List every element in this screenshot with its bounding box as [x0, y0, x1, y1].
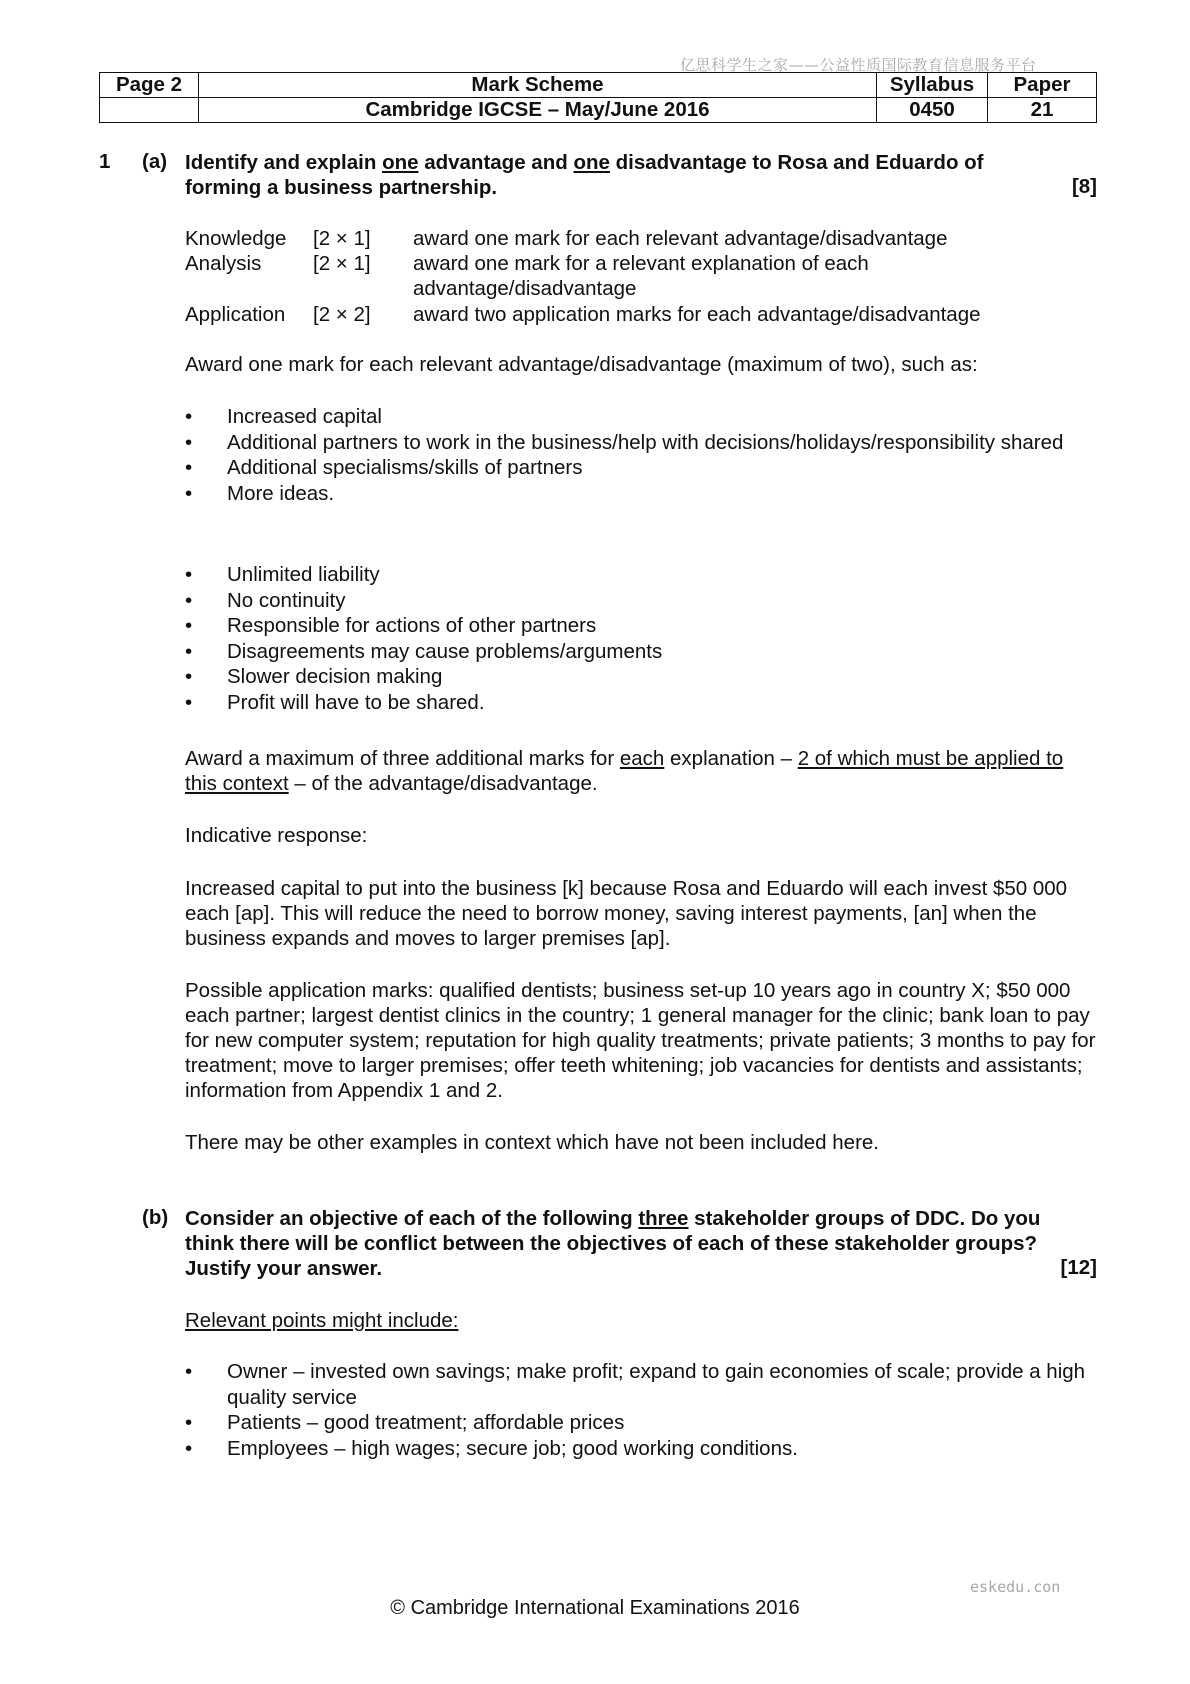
question-number: 1: [99, 150, 111, 173]
other-examples: There may be other examples in context which have not been included here.: [185, 1131, 879, 1154]
criterion-desc: award one mark for a relevant explanation of each advantage/disadvantage: [413, 252, 869, 300]
question-a-marks: [8]: [1071, 175, 1097, 198]
header-table: [99, 72, 1097, 123]
criterion-mark: [2 × 1]: [313, 227, 371, 250]
list-item: • Profit will have to be shared.: [185, 690, 485, 714]
list-item: • Disagreements may cause problems/arguments: [185, 639, 663, 663]
list-item: • Additional partners to work in the business/help with decisions/holidays/responsibility shared: [185, 430, 1064, 454]
criterion-name: Application: [185, 303, 286, 326]
application-marks: Possible application marks: qualified dentists; business set-up 10 years ago in country X; $50 000 each partner; largest dentist clinics in the country; 1 general manager for the clinic; bank loan to pay for new computer system; reputation for high quality treatments; private patients; 3 months to pay for treatment; move to larger premises; offer teeth whitening; job vacancies for dentists and assistants; information from Appendix 1 and 2.: [185, 979, 1096, 1102]
question-b-marks: [12]: [1060, 1256, 1097, 1279]
stakeholder-points-list: [185, 1359, 1097, 1461]
list-item: • Increased capital: [185, 405, 382, 428]
watermark-top: 亿思科学生之家——公益性质国际教育信息服务平台: [680, 56, 1037, 74]
advantages-list: [185, 404, 1097, 506]
criterion-name: Analysis: [185, 252, 262, 275]
criterion-name: Knowledge: [185, 227, 287, 250]
explanation-award: Award a maximum of three additional marks for each explanation – 2 of which must be applied to this context – of the advantage/disadvantage.: [185, 747, 1064, 795]
list-item: • No continuity: [185, 588, 346, 612]
list-item: • Unlimited liability: [185, 563, 380, 586]
part-b-label: (b): [142, 1206, 169, 1229]
award-intro: Award one mark for each relevant advantage/disadvantage (maximum of two), such as:: [185, 353, 978, 376]
indicative-response: Increased capital to put into the business [k] because Rosa and Eduardo will each invest $50 000 each [ap]. This will reduce the need to borrow money, saving interest payments, [an] when the business expands and moves to larger premises [ap].: [185, 877, 1068, 950]
paper-value: 21: [988, 98, 1097, 123]
criterion-desc: award one mark for each relevant advantage/disadvantage: [413, 227, 948, 250]
blank-cell: [100, 98, 199, 123]
criterion-mark: [2 × 2]: [313, 303, 371, 326]
criterion-mark: [2 × 1]: [313, 252, 371, 275]
list-item: • Responsible for actions of other partners: [185, 614, 597, 637]
syllabus-value: 0450: [877, 98, 988, 123]
watermark-bottom: eskedu.con: [970, 1578, 1061, 1596]
question-b-text: Consider an objective of each of the following three stakeholder groups of DDC. Do you think there will be conflict between the objectives of each of these stakeholder groups? Justify your answer.: [185, 1207, 1041, 1280]
list-item: • Additional specialisms/skills of partners: [185, 456, 583, 479]
doc-title: Mark Scheme: [199, 73, 877, 98]
syllabus-label: Syllabus: [877, 73, 988, 98]
part-a-label: (a): [142, 150, 168, 173]
paper-label: Paper: [988, 73, 1097, 98]
doc-subtitle: Cambridge IGCSE – May/June 2016: [199, 98, 877, 123]
list-item: • Employees – high wages; secure job; good working conditions.: [185, 1436, 798, 1460]
page-number: Page 2: [100, 73, 199, 98]
question-a-text: Identify and explain one advantage and one disadvantage to Rosa and Eduardo of forming a business partnership.: [185, 151, 984, 199]
list-item: • More ideas.: [185, 481, 335, 505]
copyright-footer: © Cambridge International Examinations 2016: [390, 1597, 800, 1619]
indicative-label: Indicative response:: [185, 824, 368, 847]
list-item: • Patients – good treatment; affordable prices: [185, 1411, 625, 1434]
list-item: • Slower decision making: [185, 665, 443, 688]
criterion-desc: award two application marks for each advantage/disadvantage: [413, 303, 981, 326]
relevant-points-label: Relevant points might include:: [185, 1309, 459, 1332]
list-item: • Owner – invested own savings; make profit; expand to gain economies of scale; provide a high quality service: [185, 1360, 1086, 1409]
disadvantages-list: [185, 562, 1097, 715]
